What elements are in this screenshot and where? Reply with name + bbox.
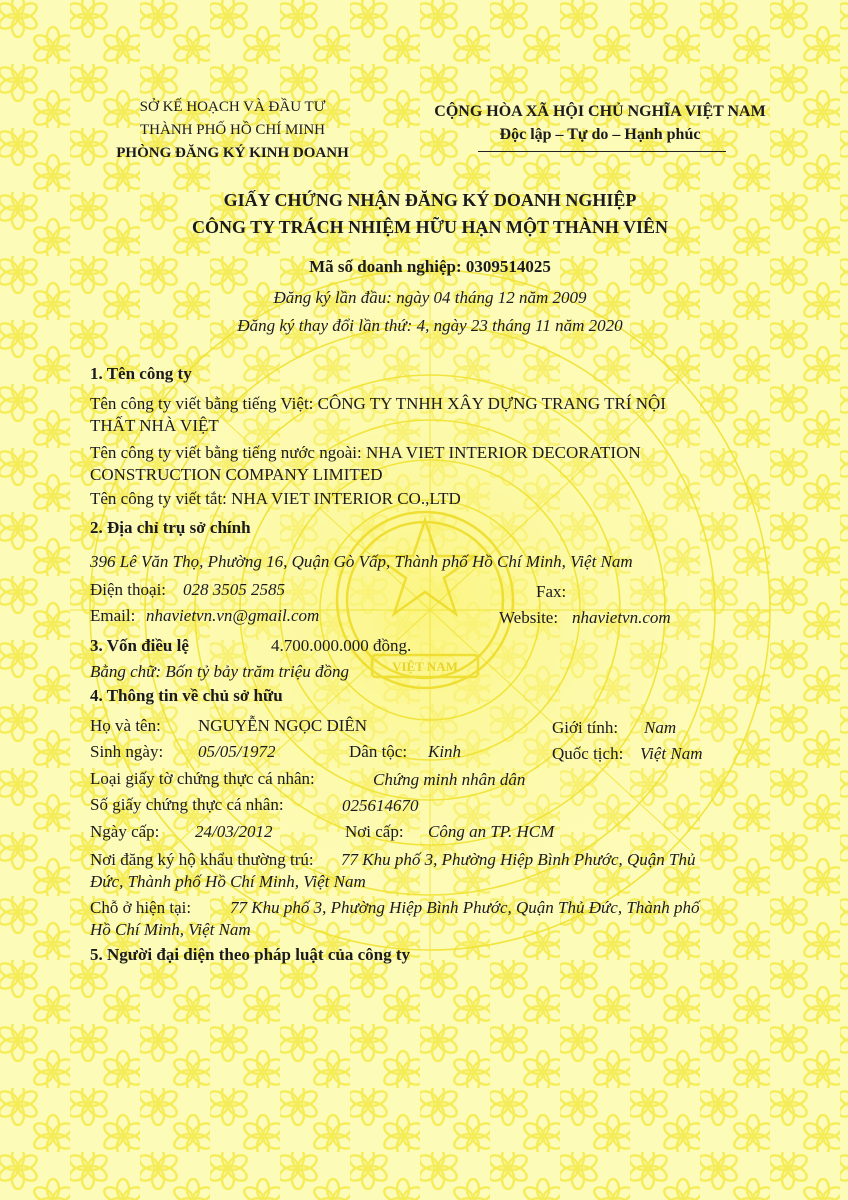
issue-date-label: Ngày cấp: xyxy=(90,822,160,841)
ethnicity-label: Dân tộc: xyxy=(349,742,408,761)
issue-date-value: 24/03/2012 xyxy=(195,822,273,841)
gender-label: Giới tính: xyxy=(552,718,619,737)
header-republic: CỘNG HÒA XÃ HỘI CHỦ NGHĨA VIỆT NAM xyxy=(434,103,766,120)
section3-heading: 3. Vốn điều lệ xyxy=(90,636,189,655)
permanent-residence-line2: Đức, Thành phố Hồ Chí Minh, Việt Nam xyxy=(90,872,366,891)
permanent-residence-label: Nơi đăng ký hộ khẩu thường trú: xyxy=(90,850,314,869)
header-agency-line1: SỞ KẾ HOẠCH VÀ ĐẦU TƯ xyxy=(139,99,326,115)
website-value: nhavietvn.com xyxy=(572,608,671,627)
certificate-title: GIẤY CHỨNG NHẬN ĐĂNG KÝ DOANH NGHIỆP xyxy=(223,190,637,210)
website-label: Website: xyxy=(499,608,559,627)
header-agency-line2: THÀNH PHỐ HỒ CHÍ MINH xyxy=(140,122,325,138)
section2-heading: 2. Địa chỉ trụ sở chính xyxy=(90,518,251,537)
current-residence-line1: 77 Khu phố 3, Phường Hiệp Bình Phước, Quận Thủ Đức, Thành phố xyxy=(230,898,700,917)
nationality-label: Quốc tịch: xyxy=(552,744,624,763)
company-type-title: CÔNG TY TRÁCH NHIỆM HỮU HẠN MỘT THÀNH VIÊN xyxy=(191,217,669,237)
company-name-vn-line2: THẤT NHÀ VIỆT xyxy=(90,416,219,435)
current-residence-label: Chỗ ở hiện tại: xyxy=(90,898,192,917)
issue-place-label: Nơi cấp: xyxy=(345,822,404,841)
section1-heading: 1. Tên công ty xyxy=(90,364,192,383)
header-motto: Độc lập – Tự do – Hạnh phúc xyxy=(499,126,701,143)
dob-label: Sinh ngày: xyxy=(90,742,164,761)
owner-name-value: NGUYỄN NGỌC DIÊN xyxy=(198,716,368,735)
permanent-residence-line1: 77 Khu phố 3, Phường Hiệp Bình Phước, Quận Thủ xyxy=(341,850,696,869)
phone-value: 028 3505 2585 xyxy=(183,580,285,599)
emblem-banner-text: VIỆT NAM xyxy=(392,659,458,674)
section5-heading: 5. Người đại diện theo pháp luật của công ty xyxy=(90,945,410,964)
id-number-value: 025614670 xyxy=(342,796,419,815)
company-name-vn-line1: Tên công ty viết bằng tiếng Việt: CÔNG TY TNHH XÂY DỰNG TRANG TRÍ NỘI xyxy=(90,394,666,413)
first-registration-date: Đăng ký lần đầu: ngày 04 tháng 12 năm 2009 xyxy=(273,288,587,307)
gender-value: Nam xyxy=(644,718,677,737)
motto-underline xyxy=(478,151,726,152)
business-code: Mã số doanh nghiệp: 0309514025 xyxy=(309,257,551,276)
company-name-foreign-line2: CONSTRUCTION COMPANY LIMITED xyxy=(90,465,383,484)
phone-label: Điện thoại: xyxy=(90,580,167,599)
id-type-value: Chứng minh nhân dân xyxy=(373,770,526,789)
fax-label: Fax: xyxy=(536,582,567,601)
charter-capital-value: 4.700.000.000 đồng. xyxy=(271,636,412,655)
header-agency-line3: PHÒNG ĐĂNG KÝ KINH DOANH xyxy=(116,145,349,161)
change-registration-date: Đăng ký thay đổi lần thứ: 4, ngày 23 tháng 11 năm 2020 xyxy=(237,316,623,335)
section4-heading: 4. Thông tin về chủ sở hữu xyxy=(90,686,283,705)
company-short-name: Tên công ty viết tắt: NHA VIET INTERIOR CO.,LTD xyxy=(90,489,461,508)
id-type-label: Loại giấy tờ chứng thực cá nhân: xyxy=(90,769,315,788)
charter-capital-words: Bằng chữ: Bốn tỷ bảy trăm triệu đồng xyxy=(90,662,350,681)
head-office-address: 396 Lê Văn Thọ, Phường 16, Quận Gò Vấp, Thành phố Hồ Chí Minh, Việt Nam xyxy=(90,552,633,571)
owner-name-label: Họ và tên: xyxy=(90,716,161,735)
nationality-value: Việt Nam xyxy=(640,744,703,763)
email-label: Email: xyxy=(90,606,136,625)
ethnicity-value: Kinh xyxy=(428,742,462,761)
email-value: nhavietvn.vn@gmail.com xyxy=(146,606,320,625)
id-number-label: Số giấy chứng thực cá nhân: xyxy=(90,795,284,814)
issue-place-value: Công an TP. HCM xyxy=(428,822,555,841)
company-name-foreign-line1: Tên công ty viết bằng tiếng nước ngoài: NHA VIET INTERIOR DECORATION xyxy=(90,443,641,462)
dob-value: 05/05/1972 xyxy=(198,742,276,761)
current-residence-line2: Hồ Chí Minh, Việt Nam xyxy=(90,920,251,939)
